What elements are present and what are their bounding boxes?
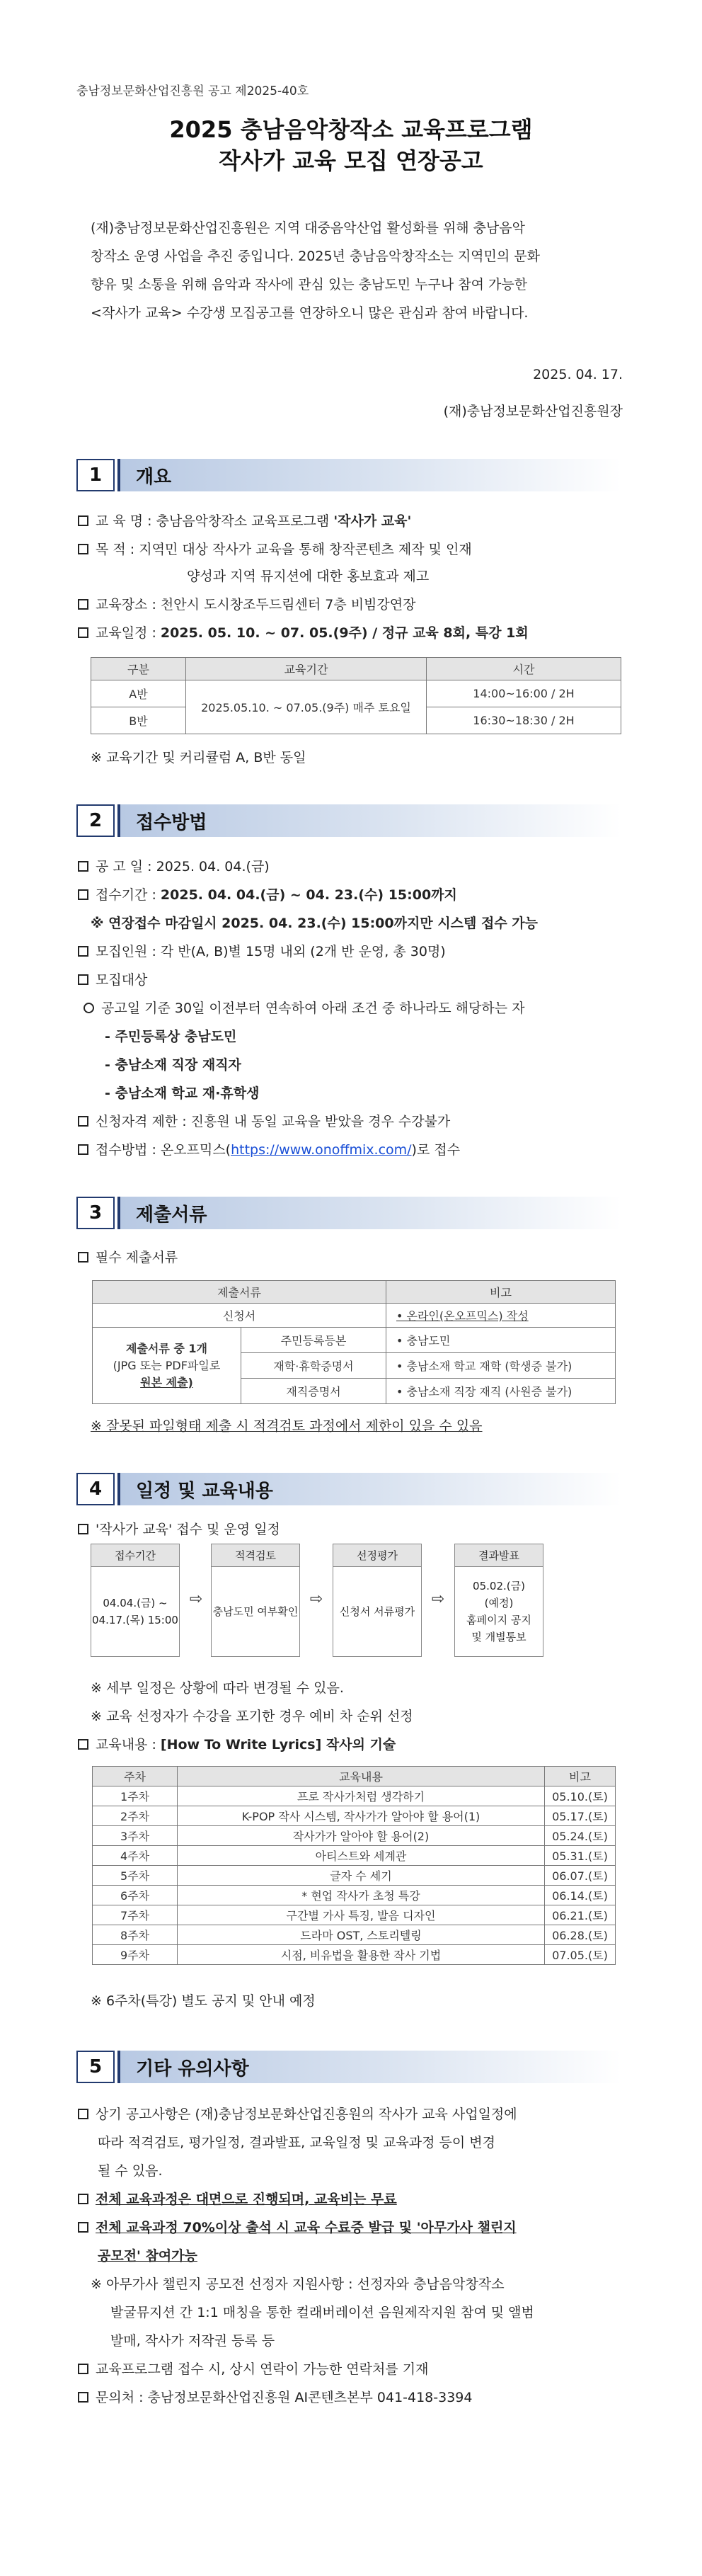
section-4-note: ※ 6주차(특강) 별도 공지 및 안내 예정 bbox=[91, 1993, 316, 2009]
notice-sub-note: 발굴뮤지션 간 1:1 매칭을 통한 컬래버레이션 음원제작지원 참여 및 앨범 bbox=[110, 2305, 534, 2320]
table-cell: • 충남소재 학교 재학 (학생증 불가) bbox=[386, 1353, 616, 1379]
announce-date: 공 고 일 : 2025. 04. 04.(금) bbox=[78, 857, 270, 877]
notice-item: 상기 공고사항은 (재)충남정보문화산업진흥원의 작사가 교육 사업일정에 bbox=[78, 2104, 517, 2124]
section-3-header bbox=[76, 1197, 621, 1229]
table-row: 8주차 드라마 OST, 스토리텔링 06.28.(토) bbox=[93, 1925, 616, 1945]
apply-period: 접수기간 : 2025. 04. 04.(금) ~ 04. 23.(수) 15:00까지 bbox=[78, 885, 457, 905]
notice-item: 교육프로그램 접수 시, 상시 연락이 가능한 연락처를 기재 bbox=[78, 2359, 428, 2379]
checkbox-bullet-icon bbox=[78, 2109, 88, 2119]
section-title: 제출서류 bbox=[117, 1197, 621, 1229]
curriculum-table bbox=[92, 1766, 616, 1965]
edu-name: 교 육 명 : 충남음악창작소 교육프로그램 '작사가 교육' bbox=[78, 511, 411, 531]
checkbox-bullet-icon bbox=[78, 515, 88, 526]
table-header: 주차 bbox=[93, 1767, 178, 1786]
table-row: 6주차 * 현업 작사가 초청 특강 06.14.(토) bbox=[93, 1886, 616, 1905]
table-cell: 제출서류 중 1개 (JPG 또는 PDF파일로 원본 제출) bbox=[93, 1328, 241, 1404]
section-2-header bbox=[76, 804, 621, 837]
arrow-right-icon: ⇨ bbox=[431, 1590, 445, 1608]
table-cell: A반 bbox=[91, 680, 186, 707]
table-row: 5주차 글자 수 세기 06.07.(토) bbox=[93, 1866, 616, 1886]
table-row: 4주차 아티스트와 세계관 05.31.(토) bbox=[93, 1846, 616, 1866]
onoffmix-link[interactable]: https://www.onoffmix.com/ bbox=[231, 1142, 412, 1158]
section-1-header bbox=[76, 459, 621, 491]
notice-number: 충남정보문화산업진흥원 공고 제2025-40호 bbox=[76, 84, 309, 98]
checkbox-bullet-icon bbox=[78, 1252, 88, 1263]
table-header: 교육기간 bbox=[186, 658, 427, 680]
apply-method: 접수방법 : 온오프믹스(https://www.onoffmix.com/)로 접수 bbox=[78, 1140, 460, 1160]
title-line-2: 작사가 교육 모집 연장공고 bbox=[219, 147, 483, 174]
checkbox-bullet-icon bbox=[78, 1739, 88, 1750]
edu-purpose: 목 적 : 지역민 대상 작사가 교육을 통해 창작콘텐츠 제작 및 인재 bbox=[78, 540, 472, 559]
schedule-table bbox=[91, 657, 621, 734]
notice-item: 전체 교육과정 70%이상 출석 시 교육 수료증 발급 및 '아무가사 챌린지 bbox=[78, 2218, 517, 2238]
section-title: 기타 유의사항 bbox=[117, 2051, 621, 2083]
section-number: 4 bbox=[76, 1473, 115, 1505]
capacity: 모집인원 : 각 반(A, B)별 15명 내외 (2개 반 운영, 총 30명) bbox=[78, 942, 446, 962]
notice-sub-note: ※ 아무가사 챌린지 공모전 선정자 지원사항 : 선정자와 충남음악창작소 bbox=[91, 2276, 505, 2292]
notice-sub-note: 발매, 작사가 저작권 등록 등 bbox=[110, 2333, 275, 2349]
table-cell: 16:30~18:30 / 2H bbox=[427, 707, 621, 734]
notice-item: 전체 교육과정은 대면으로 진행되며, 교육비는 무료 bbox=[78, 2189, 397, 2209]
table-cell: • 온라인(온오프믹스) 작성 bbox=[386, 1304, 616, 1328]
flow-step: 접수기간 04.04.(금) ~ 04.17.(목) 15:00 bbox=[91, 1544, 180, 1657]
table-cell: 재학·휴학증명서 bbox=[241, 1353, 386, 1379]
section-title: 접수방법 bbox=[117, 804, 621, 837]
documents-table bbox=[92, 1280, 616, 1404]
schedule-note: ※ 세부 일정은 상황에 따라 변경될 수 있음. bbox=[91, 1680, 344, 1696]
flow-step: 결과발표 05.02.(금) (예정) 홈페이지 공지 및 개별통보 bbox=[454, 1544, 543, 1657]
flow-step: 선정평가 신청서 서류평가 bbox=[333, 1544, 422, 1657]
notice-item-cont: 될 수 있음. bbox=[98, 2163, 163, 2179]
section-number: 2 bbox=[76, 804, 115, 837]
table-row: 3주차 작사가가 알아야 할 용어(2) 05.24.(토) bbox=[93, 1826, 616, 1846]
extended-deadline-note: ※ 연장접수 마감일시 2025. 04. 23.(수) 15:00까지만 시스템 접수 가능 bbox=[91, 916, 538, 931]
checkbox-bullet-icon bbox=[78, 2364, 88, 2374]
table-row bbox=[93, 1304, 616, 1328]
schedule-intro: '작사가 교육' 접수 및 운영 일정 bbox=[78, 1520, 280, 1539]
schedule-note: ※ 교육 선정자가 수강을 포기한 경우 예비 차 순위 선정 bbox=[91, 1709, 413, 1724]
table-cell: • 충남도민 bbox=[386, 1328, 616, 1353]
notice-item-cont: 공모전' 참여가능 bbox=[98, 2248, 197, 2264]
table-header: 시간 bbox=[427, 658, 621, 680]
checkbox-bullet-icon bbox=[78, 2194, 88, 2204]
table-row: 9주차 시점, 비유법을 활용한 작사 기법 07.05.(토) bbox=[93, 1945, 616, 1965]
flow-step: 적격검토 충남도민 여부확인 bbox=[211, 1544, 300, 1657]
table-header: 구분 bbox=[91, 658, 186, 680]
required-docs: 필수 제출서류 bbox=[78, 1248, 178, 1267]
section-4-header bbox=[76, 1473, 621, 1505]
table-header: 교육내용 bbox=[178, 1767, 545, 1786]
announcement-date: 2025. 04. 17. bbox=[533, 367, 623, 382]
section-1-note: ※ 교육기간 및 커리큘럼 A, B반 동일 bbox=[91, 750, 306, 765]
condition-item: - 충남소재 직장 재직자 bbox=[105, 1057, 241, 1073]
section-number: 3 bbox=[76, 1197, 115, 1229]
notice-item-cont: 따라 적격검토, 평가일정, 결과발표, 교육일정 및 교육과정 등이 변경 bbox=[98, 2135, 495, 2150]
checkbox-bullet-icon bbox=[78, 599, 88, 610]
table-header: 제출서류 bbox=[93, 1281, 386, 1304]
checkbox-bullet-icon bbox=[78, 544, 88, 554]
title-line-1: 2025 충남음악창작소 교육프로그램 bbox=[169, 116, 533, 143]
section-5-header bbox=[76, 2051, 621, 2083]
circle-bullet-icon bbox=[84, 1003, 94, 1013]
table-header: 비고 bbox=[545, 1767, 616, 1786]
edu-place: 교육장소 : 천안시 도시창조두드림센터 7층 비빔강연장 bbox=[78, 595, 415, 615]
table-row: 7주차 구간별 가사 특징, 발음 디자인 06.21.(토) bbox=[93, 1905, 616, 1925]
condition-intro: 공고일 기준 30일 이전부터 연속하여 아래 조건 중 하나라도 해당하는 자 bbox=[84, 998, 525, 1018]
checkbox-bullet-icon bbox=[78, 946, 88, 957]
checkbox-bullet-icon bbox=[78, 627, 88, 638]
table-cell: 신청서 bbox=[93, 1304, 386, 1328]
intro-line: 향유 및 소통을 위해 음악과 작사에 관심 있는 충남도민 누구나 참여 가능한 bbox=[91, 277, 528, 292]
edu-content: 교육내용 : [How To Write Lyrics] 작사의 기술 bbox=[78, 1735, 396, 1755]
condition-item: - 충남소재 학교 재·휴학생 bbox=[105, 1085, 260, 1101]
intro-line: 창작소 운영 사업을 추진 중입니다. 2025년 충남음악창작소는 지역민의 문화 bbox=[91, 249, 540, 264]
edu-purpose-cont: 양성과 지역 뮤지션에 대한 홍보효과 제고 bbox=[187, 569, 430, 584]
table-cell: • 충남소재 직장 재직 (사원증 불가) bbox=[386, 1379, 616, 1404]
section-title: 일정 및 교육내용 bbox=[117, 1473, 621, 1505]
table-row bbox=[91, 680, 621, 707]
checkbox-bullet-icon bbox=[78, 1524, 88, 1534]
checkbox-bullet-icon bbox=[78, 974, 88, 985]
table-row: 1주차 프로 작사가처럼 생각하기 05.10.(토) bbox=[93, 1786, 616, 1806]
section-number: 5 bbox=[76, 2051, 115, 2083]
arrow-right-icon: ⇨ bbox=[309, 1590, 323, 1608]
table-row: 2주차 K-POP 작사 시스템, 작사가가 알아야 할 용어(1) 05.17.(토) bbox=[93, 1806, 616, 1826]
issuer: (재)충남정보문화산업진흥원장 bbox=[443, 404, 623, 419]
intro-line: (재)충남정보문화산업진흥원은 지역 대중음악산업 활성화를 위해 충남음악 bbox=[91, 220, 525, 236]
table-cell: B반 bbox=[91, 707, 186, 734]
table-cell: 주민등록등본 bbox=[241, 1328, 386, 1353]
checkbox-bullet-icon bbox=[78, 1144, 88, 1155]
section-3-note: ※ 잘못된 파일형태 제출 시 적격검토 과정에서 제한이 있을 수 있음 bbox=[91, 1418, 483, 1434]
checkbox-bullet-icon bbox=[78, 889, 88, 900]
intro-line: <작사가 교육> 수강생 모집공고를 연장하오니 많은 관심과 참여 바랍니다. bbox=[91, 305, 529, 321]
table-cell: 재직증명서 bbox=[241, 1379, 386, 1404]
table-header: 비고 bbox=[386, 1281, 616, 1304]
checkbox-bullet-icon bbox=[78, 861, 88, 872]
section-title: 개요 bbox=[117, 459, 621, 491]
table-cell: 2025.05.10. ~ 07.05.(9주) 매주 토요일 bbox=[186, 680, 427, 734]
checkbox-bullet-icon bbox=[78, 1116, 88, 1127]
edu-schedule: 교육일정 : 2025. 05. 10. ~ 07. 05.(9주) / 정규 교육 8회, 특강 1회 bbox=[78, 623, 529, 643]
condition-item: - 주민등록상 충남도민 bbox=[105, 1029, 237, 1044]
table-cell: 14:00~16:00 / 2H bbox=[427, 680, 621, 707]
checkbox-bullet-icon bbox=[78, 2222, 88, 2233]
contact-info: 문의처 : 충남정보문화산업진흥원 AI콘텐츠본부 041-418-3394 bbox=[78, 2388, 472, 2407]
section-number: 1 bbox=[76, 459, 115, 491]
restriction: 신청자격 제한 : 진흥원 내 동일 교육을 받았을 경우 수강불가 bbox=[78, 1112, 450, 1132]
arrow-right-icon: ⇨ bbox=[189, 1590, 203, 1608]
process-flow bbox=[91, 1544, 628, 1657]
checkbox-bullet-icon bbox=[78, 2392, 88, 2403]
target: 모집대상 bbox=[78, 970, 147, 990]
table-row bbox=[93, 1328, 616, 1353]
